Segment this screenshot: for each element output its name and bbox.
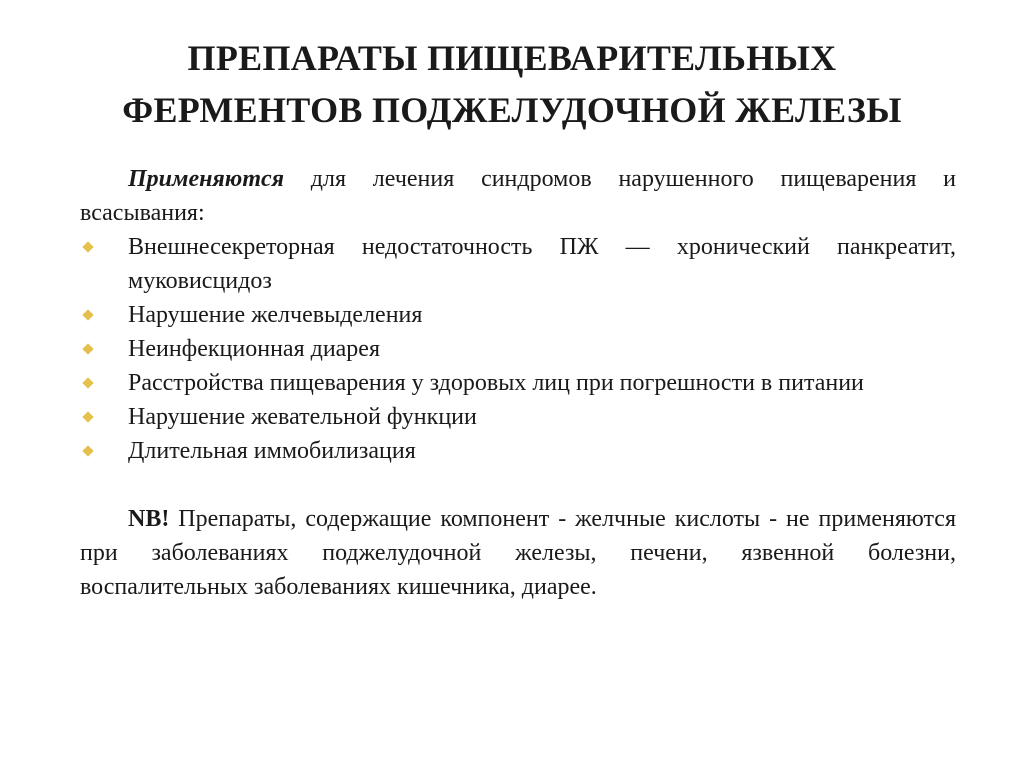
list-item-text: Неинфекционная диарея	[128, 336, 380, 362]
indications-list	[80, 230, 956, 468]
slide-title	[40, 32, 984, 136]
list-item	[80, 230, 956, 298]
list-item	[80, 332, 956, 366]
list-item	[80, 400, 956, 434]
nb-note	[80, 502, 956, 604]
list-item-text: Длительная иммобилизация	[128, 438, 416, 464]
intro-text: для лечения синдромов нарушенного пищеварения и всасывания:	[80, 166, 956, 226]
list-item-text: Расстройства пищеварения у здоровых лиц при погрешности в питании	[128, 370, 864, 396]
intro-paragraph	[80, 162, 956, 230]
intro-lead: Применяются	[128, 166, 284, 192]
title-line-1: ПРЕПАРАТЫ ПИЩЕВАРИТЕЛЬНЫХ	[187, 38, 837, 78]
nb-mark: NB!	[128, 506, 170, 532]
list-item	[80, 434, 956, 468]
slide-body	[80, 162, 956, 604]
list-item	[80, 298, 956, 332]
list-item-text: Нарушение жевательной функции	[128, 404, 477, 430]
list-item-text: Нарушение желчевыделения	[128, 302, 423, 328]
nb-text: Препараты, содержащие компонент - желчные кислоты - не применяются при заболеваниях поджелудочной железы, печени, язвенной болезни, воспалительных заболеваниях кишечника, диарее.	[80, 506, 956, 600]
list-item-text: Внешнесекреторная недостаточность ПЖ — хронический панкреатит, муковисцидоз	[128, 234, 956, 294]
title-line-2: ФЕРМЕНТОВ ПОДЖЕЛУДОЧНОЙ ЖЕЛЕЗЫ	[122, 90, 902, 130]
list-item	[80, 366, 956, 400]
